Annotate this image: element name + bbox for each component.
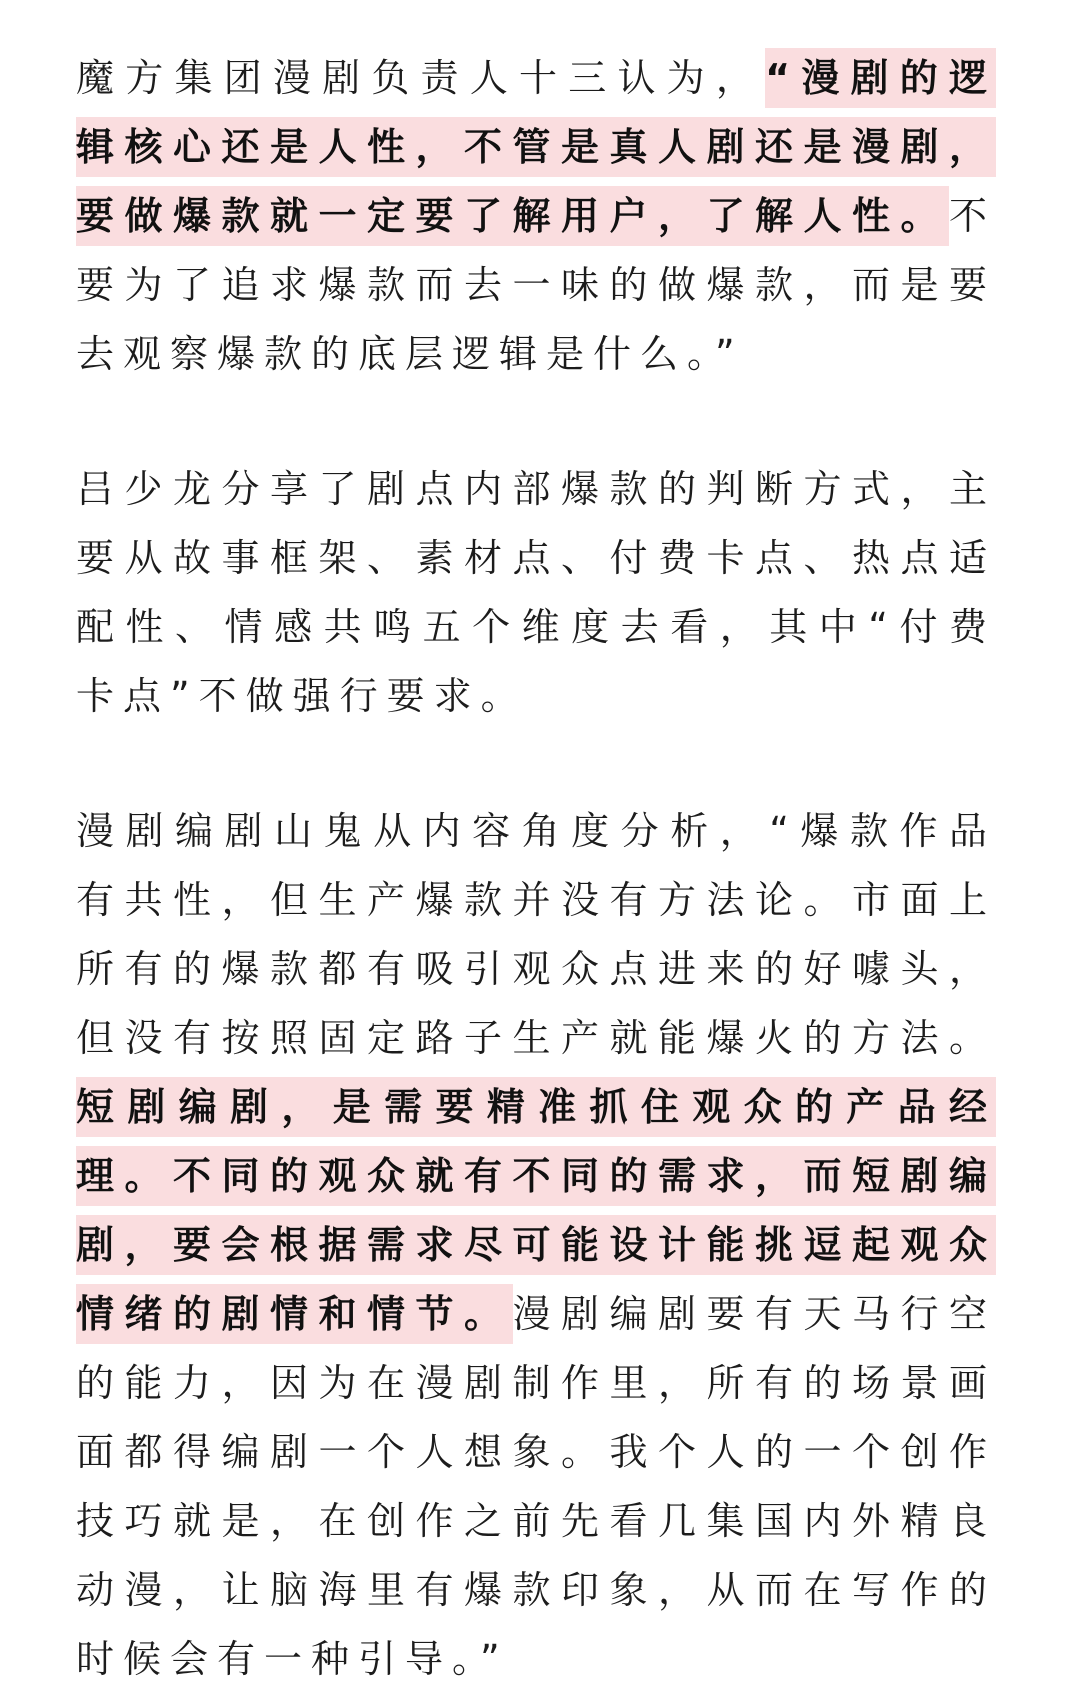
highlighted-quote: 短剧编剧，是需要精准抓住观众的产品经理。不同的观众就有不同的需求，而短剧编剧，要会根据需求尽可能设计能挑逗起观众情绪的剧情和情节。 (76, 1077, 996, 1344)
paragraph-text: 漫剧编剧山鬼从内容角度分析，“爆款作品有共性，但生产爆款并没有方法论。市面上所有的爆款都有吸引观众点进来的好噱头，但没有按照固定路子生产就能爆火的方法。 (76, 809, 996, 1060)
paragraph-shangui-quote (76, 797, 996, 1694)
paragraph-text: 不要为了追求爆款而去一味的做爆款，而是要去观察爆款的底层逻辑是什么。” (76, 194, 996, 376)
paragraph-text: 漫剧编剧要有天马行空的能力，因为在漫剧制作里，所有的场景画面都得编剧一个人想象。我个人的一个创作技巧就是，在创作之前先看几集国内外精良动漫，让脑海里有爆款印象，从而在写作的时候会有一种引导。” (76, 1292, 996, 1681)
highlighted-quote: “漫剧的逻辑核心还是人性，不管是真人剧还是漫剧，要做爆款就一定要了解用户，了解人性。 (76, 48, 996, 246)
paragraph-lv-shaolong (76, 455, 996, 731)
paragraph-shisan-quote (76, 44, 996, 389)
paragraph-text: 魔方集团漫剧负责人十三认为， (76, 56, 766, 100)
paragraph-text: 吕少龙分享了剧点内部爆款的判断方式，主要从故事框架、素材点、付费卡点、热点适配性、情感共鸣五个维度去看，其中“付费卡点”不做强行要求。 (76, 467, 996, 718)
